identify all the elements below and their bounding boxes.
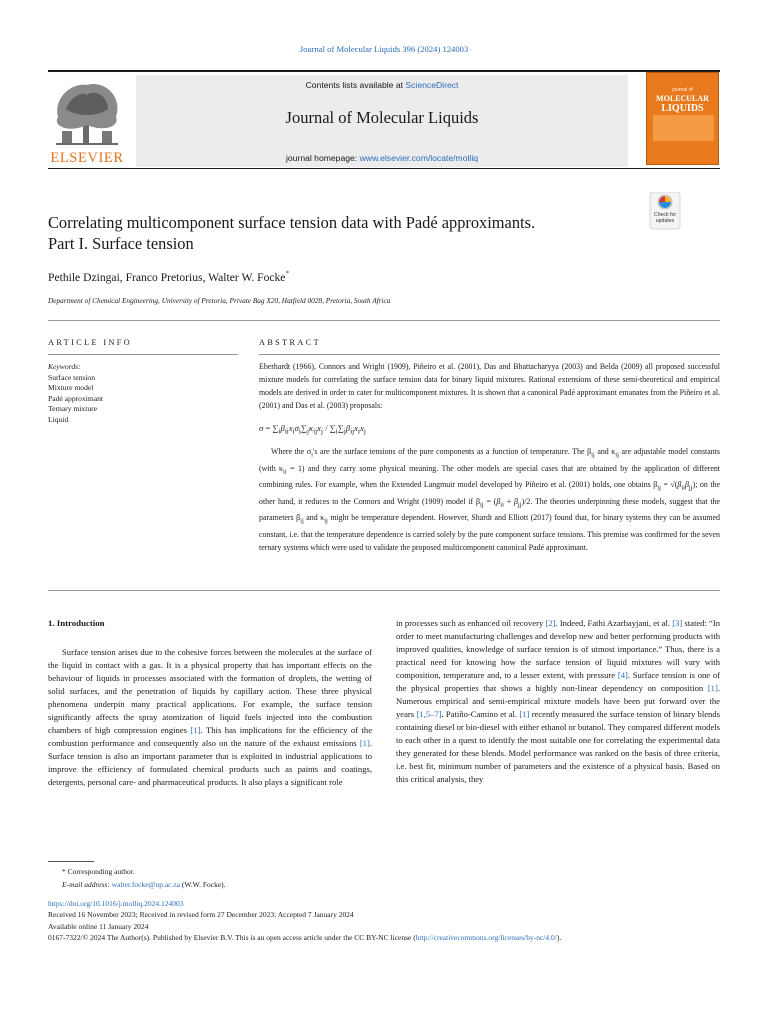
email-note bbox=[48, 879, 720, 892]
check-for-updates-label bbox=[646, 212, 684, 224]
abstract-bottom-rule bbox=[48, 590, 720, 591]
article-title bbox=[48, 212, 638, 254]
abs-p2-f: ; on the other hand, it reduces to the Connors and Wright (1909) model if β bbox=[259, 480, 720, 506]
license-text-b: ). bbox=[556, 933, 562, 943]
citation-link[interactable]: [1,5–7] bbox=[416, 709, 442, 719]
cover-line-molecular: MOLECULAR bbox=[656, 94, 709, 103]
elsevier-wordmark: ELSEVIER bbox=[50, 150, 124, 166]
publication-info bbox=[48, 898, 720, 944]
intro-right-b: . Indeed, Fathi Azarbayjani, et al. bbox=[555, 618, 673, 628]
citation-link[interactable]: [1] bbox=[190, 725, 201, 735]
article-title-line-1: Correlating multicomponent surface tension data with Padé approximants. bbox=[48, 213, 536, 232]
updates-label: updates bbox=[655, 218, 675, 224]
citation-link[interactable]: [1] bbox=[707, 683, 718, 693]
intro-right-d: . Surface tension is one of the physical properties that shows a highly non-linear dependency on composition bbox=[396, 670, 720, 693]
cover-graphic bbox=[653, 115, 714, 141]
article-info-rule bbox=[48, 354, 238, 355]
footnote-rule bbox=[48, 861, 94, 862]
received-dates: Received 16 November 2023; Received in revised form 27 December 2023; Accepted 7 January 2024 bbox=[48, 910, 354, 920]
intro-left-b: . This has implications for the efficiency of the combustion performance and consequently also on the nature of the exhaust emissions bbox=[48, 725, 373, 748]
intro-right-c: stated: “In order to meet manufacturing challenges and develop new and better performing products with improved qualities, knowledge of surface tension is of utmost importance.” Thus, there is a practical need for knowing how the surface tension of liquid mixtures will vary with composition, temperature and, to a lesser extent, with pressure bbox=[396, 618, 721, 680]
keyword-item: Surface tension bbox=[48, 372, 96, 382]
check-for-label: Check for bbox=[653, 212, 677, 218]
doi-link[interactable]: https://doi.org/10.1016/j.molliq.2024.124003 bbox=[48, 899, 184, 908]
body-column-left bbox=[48, 646, 372, 789]
footnote-block bbox=[48, 866, 720, 891]
footnote-corresponding: Corresponding author. bbox=[65, 867, 135, 876]
keyword-item: Ternary mixture bbox=[48, 404, 98, 414]
intro-right-a: in processes such as enhanced oil recovery bbox=[396, 618, 546, 628]
author-email-link[interactable]: walter.focke@up.ac.za bbox=[111, 879, 181, 889]
citation-link[interactable]: [1] bbox=[519, 709, 530, 719]
article-info-heading: ARTICLE INFO bbox=[48, 338, 133, 347]
abs-p2-d: are adjustable model constants (with κ bbox=[259, 447, 720, 473]
available-online-date: Available online 11 January 2024 bbox=[48, 921, 149, 931]
abs-p2-e: = 1) and they carry some physical meaning. The other models are special cases that are obtained by the application of different combining rules. For example, when the Extended Langmuir model developed by Piñeiro et al. (2001) holds, one obtains β bbox=[259, 463, 720, 490]
intro-right-g: recently measured the surface tension of binary blends containing diesel or bio-diesel with either ethanol or butanol. They compared different models to each other in a quest to identify the most suitable one for correlating the experimental data they generated for these blends. Model performance was ranked on the basis of three criteria, i.e. best fit, minimum number of parameters and the existence of a physical basis. Based on this critical analysis, they bbox=[396, 709, 721, 784]
cover-line-liquids: LIQUIDS bbox=[661, 103, 704, 114]
intro-left-c: . Surface tension is also an important parameter that is exploited in industrial applications to improve the efficiency of formulated chemical products such as paints and coatings, detergents, personal care- and pharmaceutical products. It also plays a significant role bbox=[48, 738, 372, 787]
keywords-label: Keywords: bbox=[48, 362, 81, 371]
keywords-block bbox=[48, 362, 238, 426]
keyword-item: Padé approximant bbox=[48, 393, 104, 403]
abstract-paragraph-1: Eberhardt (1966), Connors and Wright (1909), Piñeiro et al. (2001), Das and Bhattacharyya (2003) and Belda (2009) all proposed successful mixture models for correlating the surface tension data for binary liquid mixtures. Rational extensions of these semi-theoretical and empirical models are derived in order to cater for multicomponent mixtures. It is shown that a canonical Padé approximant emanates from the Piñeiro et al. (2001) and Das et al. (2003) proposals: bbox=[259, 362, 720, 410]
authors-part-2: , Walter W. Focke bbox=[202, 270, 286, 284]
masthead-top-rule bbox=[48, 70, 720, 72]
keyword-item: Liquid bbox=[48, 414, 69, 424]
sciencedirect-link[interactable]: ScienceDirect bbox=[405, 80, 459, 90]
citation-link[interactable]: [2] bbox=[545, 618, 556, 628]
contents-prefix: Contents lists available at bbox=[305, 80, 406, 90]
journal-cover-thumbnail[interactable] bbox=[646, 72, 719, 165]
corresponding-author-marker[interactable]: * bbox=[285, 269, 290, 278]
intro-paragraph-1 bbox=[48, 646, 372, 789]
citation-link[interactable]: [4] bbox=[617, 670, 628, 680]
abs-p2-h: and κ bbox=[303, 513, 325, 523]
abstract-heading: ABSTRACT bbox=[259, 338, 321, 347]
body-column-right bbox=[396, 617, 720, 786]
email-label: E-mail address: bbox=[62, 879, 112, 889]
authors-part-1: Pethile Dzingai, Franco Pretorius bbox=[48, 270, 203, 284]
citation-link[interactable]: [3] bbox=[672, 618, 683, 628]
author-affiliation: Department of Chemical Engineering, University of Pretoria, Private Bag X20, Hatfield 0028, Pretoria, South Africa bbox=[48, 296, 391, 305]
contents-available-line bbox=[136, 80, 628, 90]
abstract-body bbox=[259, 361, 720, 555]
abs-p2-b: 's are the surface tensions of the pure components as a function of temperature. The β bbox=[312, 447, 592, 457]
email-suffix: (W.W. Focke). bbox=[180, 879, 226, 889]
intro-right-f: . Patiño-Camino et al. bbox=[441, 709, 520, 719]
license-link[interactable]: http://creativecommons.org/licenses/by-nc/4.0/ bbox=[415, 933, 557, 943]
abstract-paragraph-2: Where the $\sigma_i's$ are the surface tensions of the pure components as a function of temperature. The $\beta_{ij}$ and $\kappa_{ij}$ are adjustable model constants (with $\kappa_{ii} = 1$) and they carry some physical meaning. The other models are special cases that are obtained by the application of different combining rules. For example, when the Extended Langmuir model developed by Piñeiro et al. (2001) holds, one obtains $\beta_{ij} = √(\beta_{ii}\beta_{jj})$; on the other hand, it reduces to the Connors and Wright (1909) model if $\beta_{ij} = (\beta_{ii} + \beta_{jj})/2$. The theories underpinning these models, suggest that the parameters $\beta_{ij}$ and $\kappa_{ij}$ might be temperature dependent. However, Shardt and Elliott (2017) found that, for binary systems they can be assumed constant, i.e. that the temperature dependence is carried solely by the pure component surface tensions. This premise was confirmed for the seven ternary systems which were used to validate the proposed multicomponent canonical Padé approximant. bbox=[259, 447, 720, 552]
footnote-star: * bbox=[62, 867, 66, 876]
citation-link[interactable]: [1] bbox=[359, 738, 370, 748]
section-heading-introduction: 1. Introduction bbox=[48, 618, 105, 628]
masthead-bottom-rule bbox=[48, 168, 720, 169]
pade-formula: $\sigma = \sum_i\beta_{ii}x_i\sigma_i\sum_j\kappa_{ij}x_j / \sum_i\sum_j\beta_{ij}x_ix_j$ bbox=[259, 422, 366, 436]
check-for-updates-icon[interactable] bbox=[648, 192, 682, 230]
abs-p2-c: and κ bbox=[594, 447, 616, 457]
author-list bbox=[48, 269, 648, 284]
abs-p2-a: Where the σ bbox=[271, 447, 312, 457]
abstract-rule bbox=[259, 354, 720, 355]
intro-paragraph-1-cont bbox=[396, 617, 720, 786]
intro-left-a: Surface tension arises due to the cohesive forces between the molecules at the surface of the liquid in contact with a gas. It is a physical property that has important effects on the behaviour of liquids in processes associated with the formation of droplets, the wetting of solid surfaces, and the penetration of liquids by capillary action. These three physical phenomena underpin many practical applications. For example, the surface tension significantly affects the spray atomization of liquid fuels injected into the combustion chambers of high compression engines bbox=[48, 647, 372, 735]
abs-p2-g: /2. The theories underpinning these models, suggest that the parameters β bbox=[259, 496, 720, 523]
cover-line-journal-of: journal of bbox=[672, 87, 693, 93]
corresponding-author-note bbox=[48, 866, 720, 879]
keyword-item: Mixture model bbox=[48, 383, 94, 393]
journal-reference[interactable]: Journal of Molecular Liquids 396 (2024) 124003 bbox=[299, 44, 469, 54]
license-text-a: 0167-7322/© 2024 The Author(s). Published by Elsevier B.V. This is an open access article under the CC BY-NC license ( bbox=[48, 933, 416, 943]
affiliation-divider bbox=[48, 320, 720, 321]
homepage-link[interactable]: www.elsevier.com/locate/molliq bbox=[359, 153, 479, 163]
journal-title: Journal of Molecular Liquids bbox=[285, 108, 479, 127]
abs-p2-i: might be temperature dependent. However, Shardt and Elliott (2017) found that, for binary systems they can be assumed constant, i.e. that the temperature dependence is carried solely by the pure component surface tensions. This premise was confirmed for the seven ternary systems which were used to validate the proposed multicomponent canonical Padé approximant. bbox=[259, 513, 720, 552]
license-statement bbox=[48, 932, 720, 943]
homepage-prefix: journal homepage: bbox=[285, 153, 360, 163]
article-title-line-2: Part I. Surface tension bbox=[48, 234, 194, 253]
journal-homepage-line bbox=[136, 153, 628, 163]
intro-right-e: . Numerous empirical and semi-empirical mixture models have been put forward over the years bbox=[396, 683, 720, 719]
